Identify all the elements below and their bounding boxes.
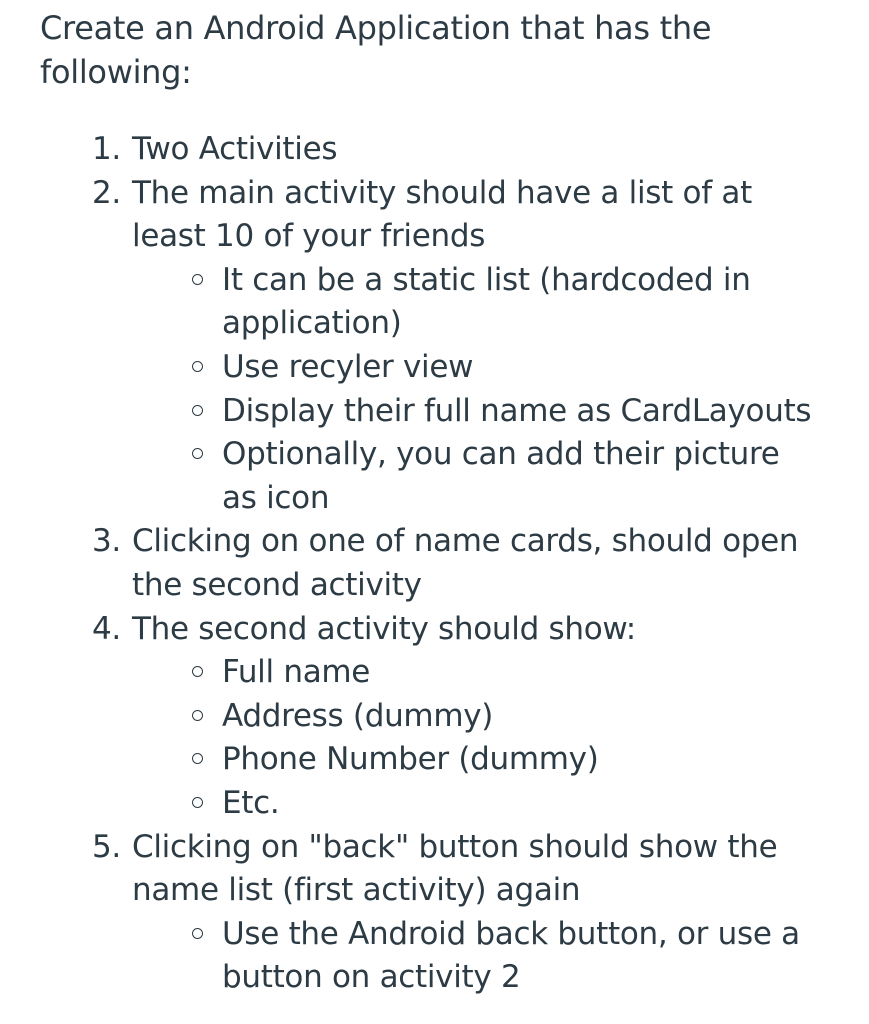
- sub-item: [132, 913, 860, 1000]
- sub-item-line-1: Use recyler view: [222, 348, 474, 385]
- sub-item-line-2: as icon: [222, 479, 330, 516]
- step-text-line-1: Clicking on one of name cards, should open: [132, 523, 799, 560]
- step-text-line-2: the second activity: [132, 566, 422, 603]
- sub-item: [132, 346, 860, 390]
- step-2: [40, 172, 860, 521]
- sub-item: [132, 433, 860, 520]
- step-number: 5.: [92, 828, 121, 865]
- step-number: 2.: [92, 174, 121, 211]
- sub-item-line-1: Full name: [222, 654, 371, 691]
- step-text-line-1: The main activity should have a list of at: [132, 174, 752, 211]
- step-3: [40, 520, 860, 607]
- sub-item-line-1: Etc.: [222, 784, 280, 821]
- step-text: Two Activities: [132, 131, 338, 167]
- intro-line-1: Create an Android Application that has the: [40, 9, 712, 47]
- sub-item: [132, 695, 860, 739]
- assignment-document: [40, 6, 860, 94]
- step-number: 3.: [92, 523, 121, 560]
- step-text-line-2: least 10 of your friends: [132, 218, 486, 255]
- step-1: [40, 128, 860, 172]
- circle-bullet-icon: [192, 753, 203, 764]
- circle-bullet-icon: [192, 710, 203, 721]
- sub-item: [132, 651, 860, 695]
- sub-list: [132, 651, 860, 825]
- sub-list: [132, 913, 860, 1000]
- circle-bullet-icon: [192, 448, 203, 459]
- sub-item-line-2: button on activity 2: [222, 959, 521, 996]
- sub-item: [132, 390, 860, 434]
- sub-list: [132, 259, 860, 521]
- circle-bullet-icon: [192, 797, 203, 808]
- sub-item: [132, 782, 860, 826]
- sub-item: [132, 738, 860, 782]
- sub-item-line-1: Address (dummy): [222, 697, 494, 734]
- intro-line-2: following:: [40, 53, 192, 91]
- circle-bullet-icon: [192, 928, 203, 939]
- step-5: [40, 826, 860, 1000]
- requirements-list: [40, 128, 860, 1000]
- step-text-line-2: name list (first activity) again: [132, 872, 581, 909]
- step-number: 4.: [92, 610, 121, 647]
- step-4: [40, 608, 860, 826]
- step-text-line-1: Clicking on "back" button should show the: [132, 828, 778, 865]
- circle-bullet-icon: [192, 666, 203, 677]
- circle-bullet-icon: [192, 405, 203, 416]
- step-text-line-1: The second activity should show:: [132, 610, 636, 647]
- sub-item-line-1: It can be a static list (hardcoded in: [222, 261, 751, 298]
- sub-item-line-1: Optionally, you can add their picture: [222, 436, 780, 473]
- sub-item: [132, 259, 860, 346]
- intro-paragraph: [40, 6, 860, 94]
- circle-bullet-icon: [192, 274, 203, 285]
- circle-bullet-icon: [192, 361, 203, 372]
- sub-item-line-1: Use the Android back button, or use a: [222, 915, 800, 952]
- sub-item-line-1: Phone Number (dummy): [222, 741, 599, 778]
- sub-item-line-2: application): [222, 305, 402, 342]
- step-number: 1.: [92, 131, 121, 167]
- sub-item-line-1: Display their full name as CardLayouts: [222, 392, 812, 429]
